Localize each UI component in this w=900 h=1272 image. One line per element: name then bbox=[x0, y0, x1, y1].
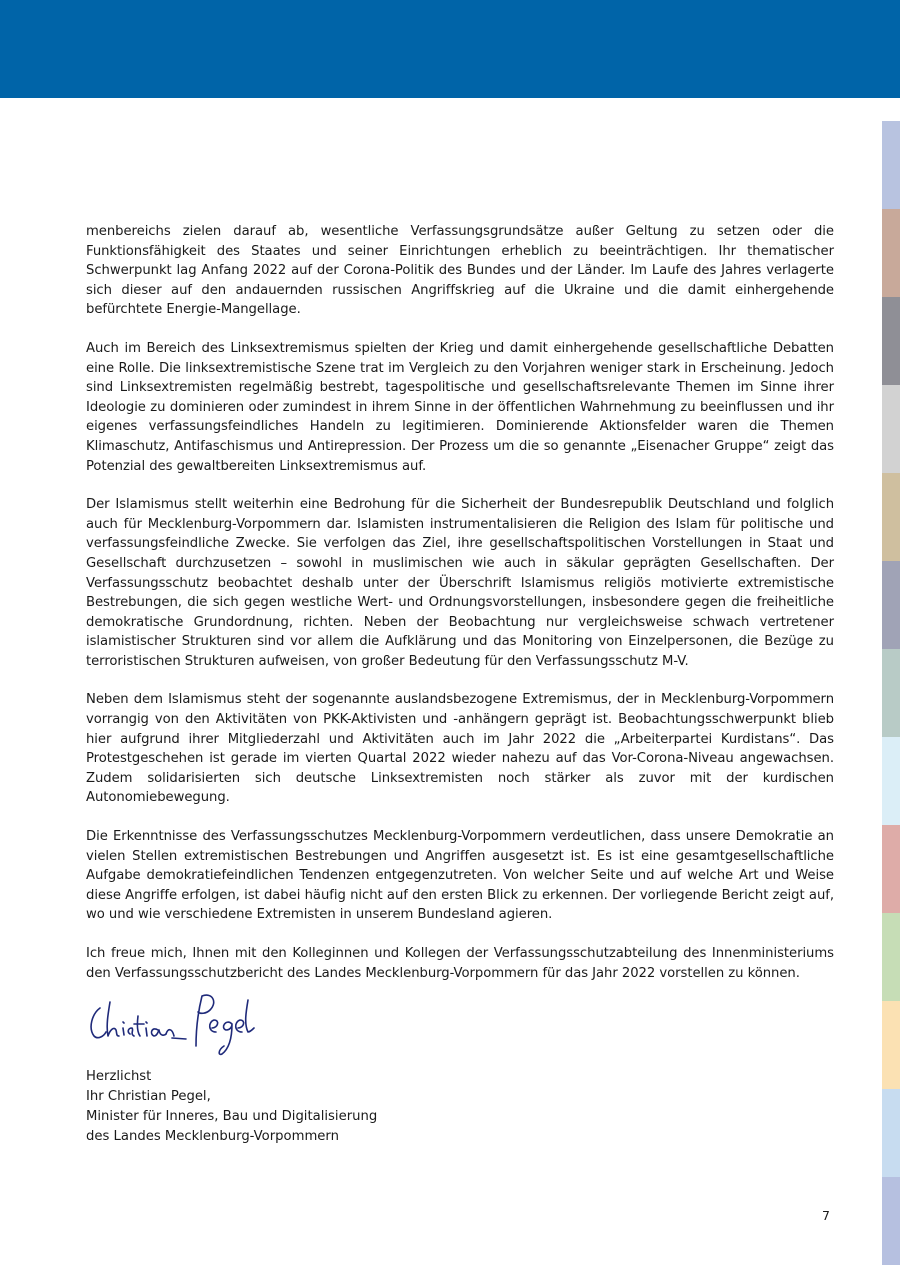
paragraph: Der Islamismus stellt weiterhin eine Bedrohung für die Sicherheit der Bundesrepublik Deutschland und folglich auch für Mecklenburg-Vorpommern dar. Islamisten instrumentalisieren die Religion des Islam für politische und verfassungsfeindliche Zwecke. Sie verfolgen das Ziel, ihre gesellschaftspolitischen Vorstellungen in Staat und Gesellschaft durchzusetzen – sowohl in muslimischen wie auch in säkular geprägten Gesellschaften. Der Verfassungsschutz beobachtet deshalb unter der Überschrift Islamismus religiös motivierte extremistische Bestrebungen, die sich gegen westliche Wert- und Ordnungsvorstellungen, insbesondere gegen die freiheitliche demokratische Grundordnung, richten. Neben der Beobachtung nur vergleichsweise schwach vertretener islamistischer Strukturen sind vor allem die Aufklärung und das Monitoring von Einzelpersonen, die Bezüge zu terroristischen Strukturen aufweisen, von großer Bedeutung für den Verfassungsschutz M-V. bbox=[86, 497, 834, 669]
signatory-title: Minister für Inneres, Bau und Digitalisierung bbox=[86, 1109, 378, 1124]
header-band bbox=[0, 0, 900, 98]
section-tab-9 bbox=[882, 825, 900, 913]
signatory-state: des Landes Mecklenburg-Vorpommern bbox=[86, 1129, 339, 1144]
signatory-name: Ihr Christian Pegel, bbox=[86, 1089, 211, 1104]
paragraph: Ich freue mich, Ihnen mit den Kolleginnen und Kollegen der Verfassungsschutzabteilung des Innenministeriums den Verfassungsschutzbericht des Landes Mecklenburg-Vorpommern für das Jahr 2022 vorstellen zu können. bbox=[86, 946, 834, 981]
section-tab-13 bbox=[882, 1177, 900, 1265]
section-tab-5 bbox=[882, 473, 900, 561]
page-number: 7 bbox=[822, 1208, 830, 1223]
closing-block bbox=[86, 1067, 506, 1147]
handwritten-signature bbox=[86, 984, 262, 1064]
section-tab-8 bbox=[882, 737, 900, 825]
closing-greeting: Herzlichst bbox=[86, 1069, 152, 1084]
section-tab-7 bbox=[882, 649, 900, 737]
section-tab-4 bbox=[882, 385, 900, 473]
paragraph: Die Erkenntnisse des Verfassungsschutzes Mecklenburg-Vorpommern verdeutlichen, dass unsere Demokratie an vielen Stellen extremistischen Bestrebungen und Angriffen ausgesetzt ist. Es ist eine gesamtgesellschaftliche Aufgabe demokratiefeindlichen Tendenzen entgegenzutreten. Von welcher Seite und auf welche Art und Weise diese Angriffe erfolgen, ist dabei häufig nicht auf den ersten Blick zu erkennen. Der vorliegende Bericht zeigt auf, wo und wie verschiedene Extremisten in unserem Bundesland agieren. bbox=[86, 829, 834, 923]
paragraph: Neben dem Islamismus steht der sogenannte auslandsbezogene Extremismus, der in Mecklenburg-Vorpommern vorrangig von den Aktivitäten von PKK-Aktivisten und -anhängern geprägt ist. Beobachtungsschwerpunkt blieb hier aufgrund ihrer Mitgliederzahl und Aktivitäten auch im Jahr 2022 die „Arbeiterpartei Kurdistans“. Das Protestgeschehen ist gerade im vierten Quartal 2022 wieder nahezu auf das Vor-Corona-Niveau angewachsen. Zudem solidarisierten sich deutsche Linksextremisten noch stärker als zuvor mit der kurdischen Autonomiebewegung. bbox=[86, 692, 834, 806]
section-tab-1 bbox=[882, 121, 900, 209]
section-tab-3 bbox=[882, 297, 900, 385]
foreword-body bbox=[86, 222, 834, 1002]
section-tab-12 bbox=[882, 1089, 900, 1177]
section-tab-10 bbox=[882, 913, 900, 1001]
section-tab-6 bbox=[882, 561, 900, 649]
section-tab-11 bbox=[882, 1001, 900, 1089]
paragraph: menbereichs zielen darauf ab, wesentliche Verfassungsgrundsätze außer Geltung zu setzen oder die Funktionsfähigkeit des Staates und seiner Einrichtungen erheblich zu beeinträchtigen. Ihr thematischer Schwerpunkt lag Anfang 2022 auf der Corona-Politik des Bundes und der Länder. Im Laufe des Jahres verlagerte sich dieser auf den andauernden russischen Angriffskrieg auf die Ukraine und die damit einhergehende befürchtete Energie-Mangellage. bbox=[86, 224, 834, 318]
paragraph: Auch im Bereich des Linksextremismus spielten der Krieg und damit einhergehende gesellschaftliche Debatten eine Rolle. Die linksextremistische Szene trat im Vergleich zu den Vorjahren weniger stark in Erscheinung. Jedoch sind Linksextremisten regelmäßig bestrebt, tagespolitische und gesellschaftsrelevante Themen im Sinne ihrer Ideologie zu dominieren oder zumindest in ihrem Sinne in der öffentlichen Wahrnehmung zu beeinflussen und ihr eigenes verfassungsfeindliches Handeln zu legitimieren. Dominierende Aktionsfelder waren die Themen Klimaschutz, Antifaschismus und Antirepression. Der Prozess um die so genannte „Eisenacher Gruppe“ zeigt das Potenzial des gewaltbereiten Linksextremismus auf. bbox=[86, 340, 834, 474]
section-color-tabs bbox=[882, 121, 900, 1272]
section-tab-2 bbox=[882, 209, 900, 297]
